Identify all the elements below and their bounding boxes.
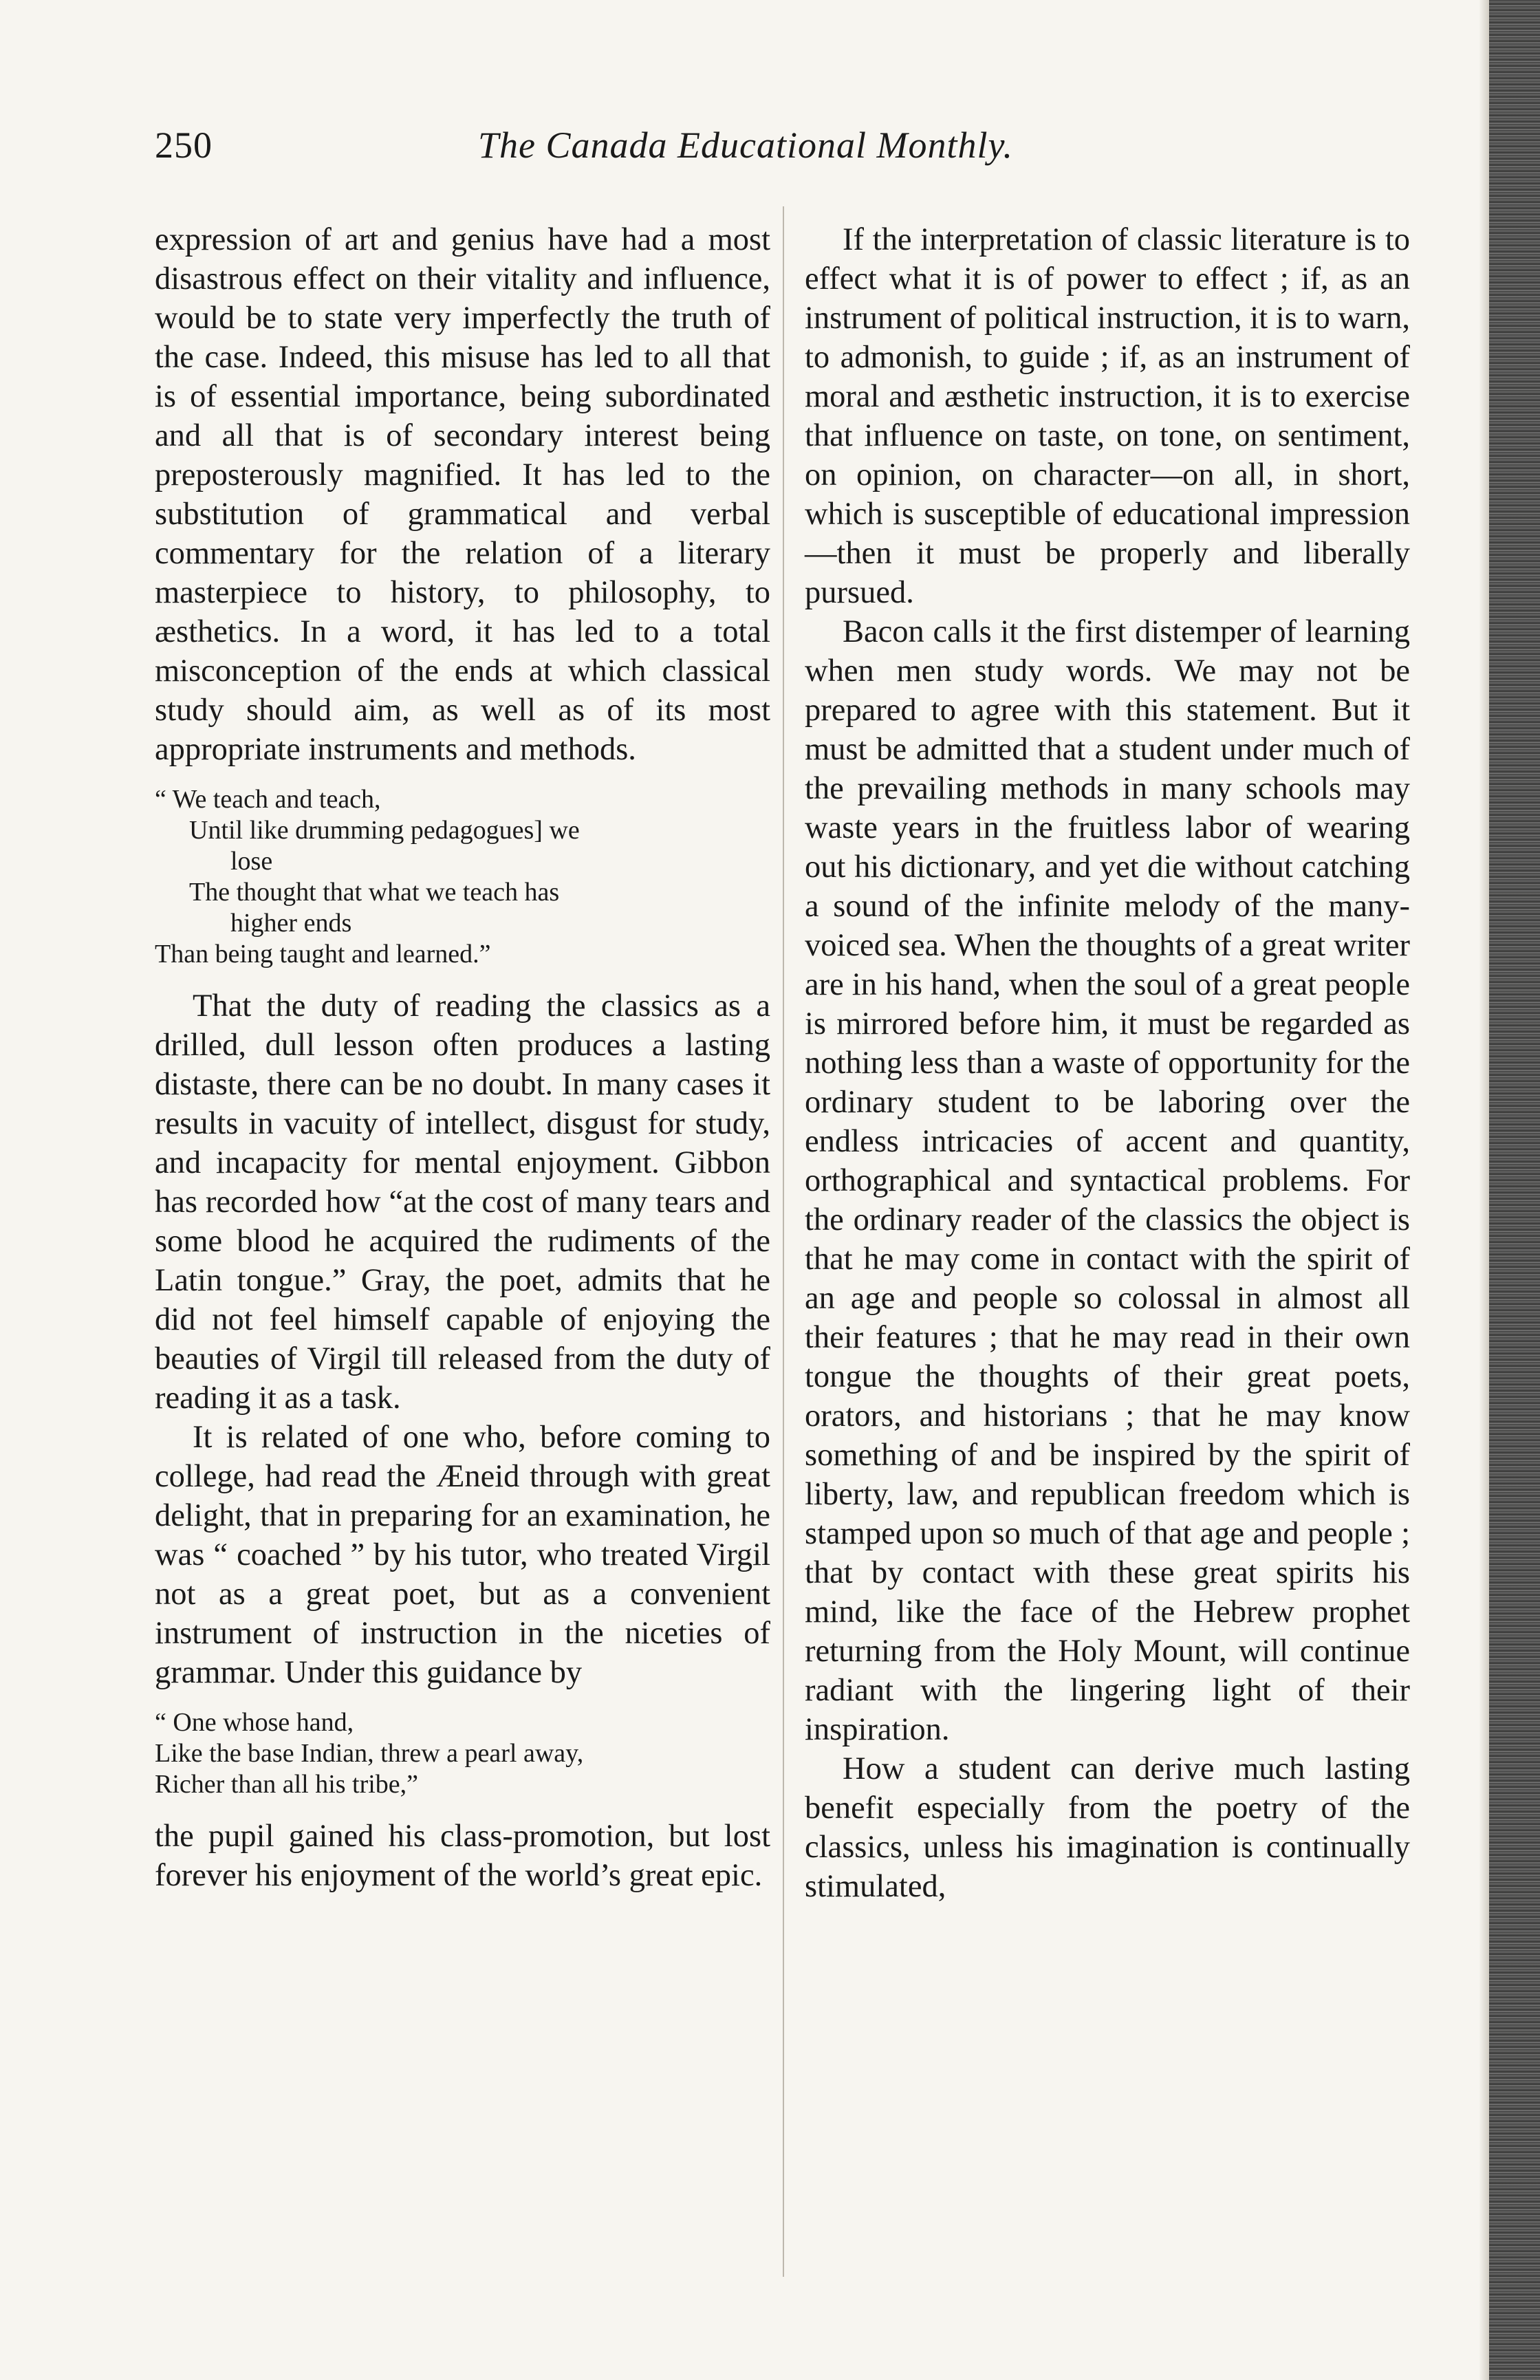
binding-edge [1489,0,1540,2380]
page-header [155,124,1407,179]
verse-line: “ We teach and teach, [155,785,381,814]
left-column [155,220,770,1895]
paragraph: expression of art and genius have had a most disastrous effect on their vitality and influence, would be to state very imperfectly the truth of the case. Indeed, this misuse has led to all that is of essential importance, being subordinated and all that is of secondary interest being preposterously magnified. It has led to the substitution of grammatical and verbal commentary for the relation of a literary masterpiece to history, to philosophy, to æsthetics. In a word, it has led to a total misconception of the ends at which classical study should aim, as well as of its most appropriate instruments and methods. [155,222,770,767]
running-title: The Canada Educational Monthly. [478,125,1013,166]
verse-line: Than being taught and learned.” [155,940,491,969]
verse-line: Like the base Indian, threw a pearl away, [155,1739,584,1768]
verse-line: higher ends [230,909,352,938]
paragraph: That the duty of reading the classics as a drilled, dull lesson often produces a lasting distaste, there can be no doubt. In many cases it results in vacuity of intellect, disgust for study, and incapacity for mental enjoyment. Gibbon has recorded how “at the cost of many tears and some blood he acquired the rudiments of the Latin tongue.” Gray, the poet, admits that he did not feel himself capable of enjoying the beauties of Virgil till released from the duty of reading it as a task. [155,988,770,1416]
verse-line: Richer than all his tribe,” [155,1770,419,1799]
verse-quote [155,1707,770,1800]
verse-line: The thought that what we teach has [189,878,560,907]
verse-line: Until like drumming pedagogues] we [189,816,580,845]
right-column [805,220,1410,1906]
column-divider [783,206,784,2277]
paragraph: How a student can derive much lasting benefit especially from the poetry of the classics, unless his imagination is continually stimulated, [805,1751,1410,1904]
paragraph: Bacon calls it the first distemper of learning when men study words. We may not be prepared to agree with this statement. But it must be admitted that a student under much of the prevailing methods in many schools may waste years in the fruitless labor of wearing out his dictionary, and yet die without catching a sound of the infinite melody of the many-voiced sea. When the thoughts of a great writer are in his hand, when the soul of a great people is mirrored before him, it must be regarded as nothing less than a waste of opportunity for the ordinary student to be laboring over the endless intricacies of accent and quantity, orthographical and syntactical problems. For the ordinary reader of the classics the object is that he may come in contact with the spirit of an age and people so colossal in almost all their features ; that he may read in their own tongue the thoughts of their great poets, orators, and historians ; that he may know something of and be inspired by the spirit of liberty, law, and republican freedom which is stamped upon so much of that age and people ; that by contact with these great spirits his mind, like the face of the Hebrew prophet returning from the Holy Mount, will continue radiant with the lingering light of their inspiration. [805,614,1410,1747]
paragraph: It is related of one who, before coming to college, had read the Æneid through with great delight, that in preparing for an examination, he was “ coached ” by his tutor, who treated Virgil not as a great poet, but as a convenient instrument of instruction in the niceties of grammar. Under this guidance by [155,1420,770,1690]
page-number: 250 [155,125,213,166]
verse-quote [155,784,770,970]
paragraph: If the interpretation of classic literature is to effect what it is of power to effect ; if, as an instrument of political instruction, it is to warn, to admonish, to guide ; if, as an instrument of moral and æsthetic instruction, it is to exercise that influence on taste, on tone, on sentiment, on opinion, on character—on all, in short, which is susceptible of educational impression —then it must be properly and liberally pursued. [805,222,1410,610]
verse-line: “ One whose hand, [155,1708,354,1737]
paragraph: the pupil gained his class-promotion, but lost forever his enjoyment of the world’s great epic. [155,1819,770,1893]
page-edge-shadow [1479,0,1490,2380]
verse-line: lose [230,847,273,876]
